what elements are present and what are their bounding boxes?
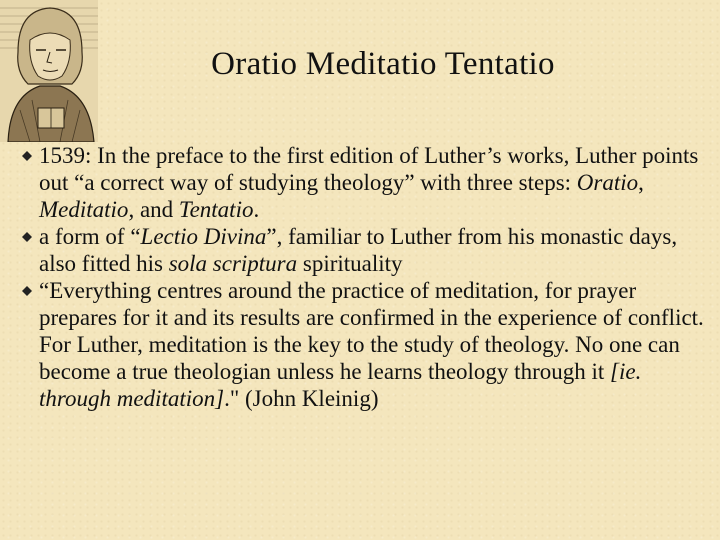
bullet-emphasis: [ie. through meditation] xyxy=(39,359,642,411)
bullet-emphasis: sola scriptura xyxy=(168,251,298,276)
slide-title: Oratio Meditatio Tentatio xyxy=(211,46,555,82)
bullet-emphasis: Lectio Divina xyxy=(140,224,267,249)
bullet-emphasis: Tentatio xyxy=(178,197,254,222)
diamond-bullet-icon xyxy=(22,286,32,296)
bullet-text: ." (John Kleinig) xyxy=(224,386,379,411)
bullet-text: spirituality xyxy=(297,251,403,276)
bullet-emphasis: Meditatio xyxy=(39,197,129,222)
bullet-emphasis: Oratio xyxy=(576,170,639,195)
bullet-item xyxy=(20,223,710,277)
bullet-text: , and xyxy=(128,197,179,222)
bullet-text: , xyxy=(638,170,644,195)
bullet-item xyxy=(20,277,710,412)
bullet-text: a form of “ xyxy=(39,224,141,249)
bullet-text: “Everything centres around the practice of meditation, for prayer prepares for it and its results are confirmed in the experience of conflict. For Luther, meditation is the key to the study of theology. No one can become a true theologian unless he learns theology through it xyxy=(39,278,704,384)
diamond-bullet-icon xyxy=(22,232,32,242)
bullet-text: . xyxy=(253,197,260,222)
bullet-text: 1539: In the preface to the first edition of Luther’s works, Luther points out “a correct way of studying theology” with three steps: xyxy=(39,143,699,195)
bullet-list xyxy=(20,142,710,412)
diamond-bullet-icon xyxy=(22,151,32,161)
bullet-text: ”, familiar to Luther from his monastic days, also fitted his xyxy=(39,224,678,276)
bullet-item xyxy=(20,142,710,223)
